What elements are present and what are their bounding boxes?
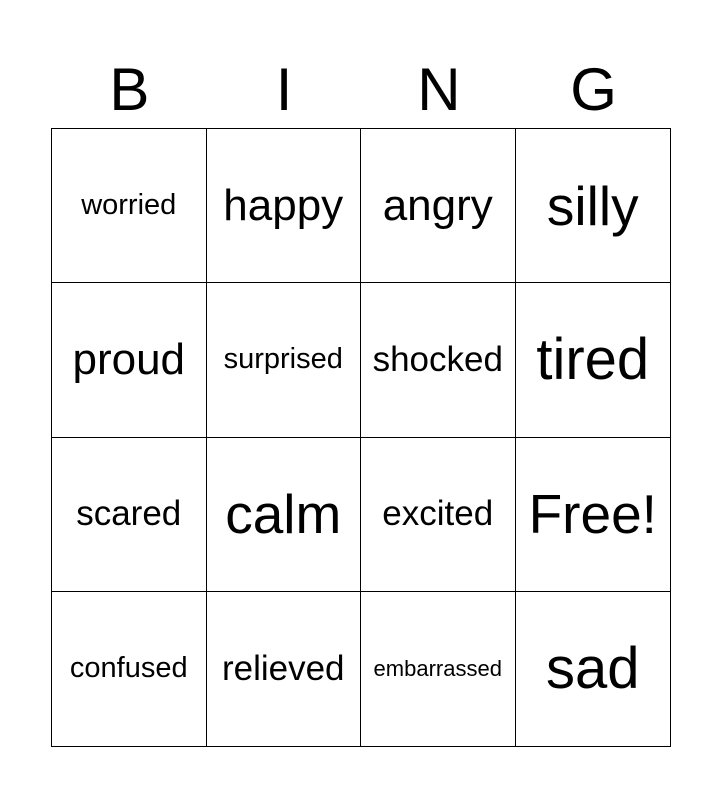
bingo-cell[interactable]: relieved (207, 592, 362, 746)
bingo-cell[interactable]: silly (516, 129, 671, 283)
bingo-cell[interactable]: shocked (361, 283, 516, 437)
header-letter-i: I (275, 56, 293, 123)
bingo-cell[interactable]: embarrassed (361, 592, 516, 746)
header-letter-g: G (570, 56, 617, 123)
bingo-cell[interactable]: confused (52, 592, 207, 746)
bingo-header (52, 54, 671, 126)
bingo-card-grid (51, 128, 671, 747)
bingo-cell[interactable]: calm (207, 438, 362, 592)
bingo-cell[interactable]: excited (361, 438, 516, 592)
bingo-cell[interactable]: angry (361, 129, 516, 283)
bingo-cell[interactable]: worried (52, 129, 207, 283)
free-space-cell[interactable]: Free! (516, 438, 671, 592)
header-letter-b: B (109, 56, 150, 123)
bingo-cell[interactable]: surprised (207, 283, 362, 437)
header-letter-n: N (417, 56, 461, 123)
bingo-cell[interactable]: scared (52, 438, 207, 592)
bingo-cell[interactable]: sad (545, 636, 640, 702)
bingo-cell[interactable]: proud (52, 283, 207, 437)
bingo-cell[interactable]: tired (516, 283, 671, 437)
bingo-cell[interactable]: happy (207, 129, 362, 283)
